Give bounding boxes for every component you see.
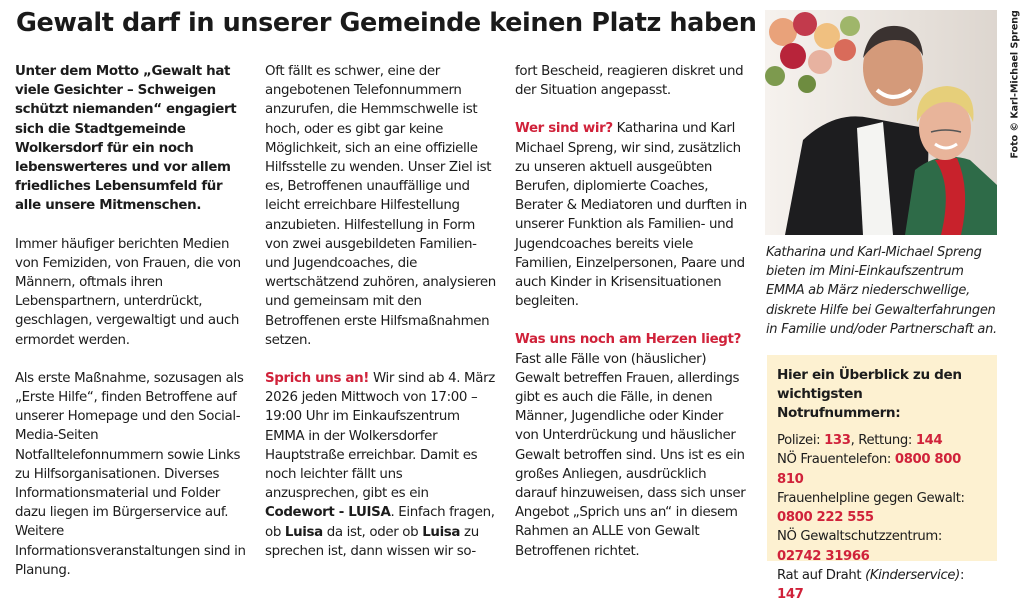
paragraph: fort Bescheid, reagieren diskret und der Situation angepasst. bbox=[515, 64, 744, 99]
luisa-name: Luisa bbox=[284, 524, 323, 540]
text-span: da ist, oder ob bbox=[322, 524, 423, 540]
label: NÖ Frauentelefon: bbox=[777, 452, 895, 468]
article-column-1 bbox=[15, 62, 247, 599]
subheading-sprich-uns-an: Sprich uns an! bbox=[265, 371, 370, 387]
emergency-numbers-box bbox=[767, 355, 997, 603]
text-span: zu sprechen ist, dann wissen wir so- bbox=[265, 524, 479, 559]
infobox-title: Hier ein Überblick zu den wichtigsten Notrufnummern: bbox=[777, 367, 962, 421]
lead-paragraph: Unter dem Motto „Gewalt hat viele Gesichter – Schweigen schützt niemanden“ engagiert sich die Stadtgemeinde Wolkersdorf für ein noch lebenswerteres und vor allem friedliches Lebensumfeld für alle unsere Mitmenschen. bbox=[15, 64, 237, 214]
codeword: Codewort - LUISA bbox=[265, 505, 391, 521]
text-span: Katharina und Karl Michael Spreng, wir sind, zusätzlich zu unseren aktuell ausgeübten Berufen, diplomierte Coaches, Berater & Mediatoren und durften in unserer Funktion als Familien- und Jugendcoaches bereits viele Familien, Einzelpersonen, Paare und auch Kinder in Krisensituationen begleiten. bbox=[515, 121, 747, 310]
police-number: 133 bbox=[824, 433, 851, 448]
photo-credit-text: Foto © Karl-Michael Spreng bbox=[1009, 10, 1021, 159]
subheading-wer-sind-wir: Wer sind wir? bbox=[515, 121, 613, 137]
protection-center-number: 02742 31966 bbox=[777, 548, 870, 564]
paragraph: Oft fällt es schwer, eine der angebotenen Telefonnummern anzurufen, die Hemmschwelle ist hoch, oder es gibt gar keine Möglichkeit, sich an eine offizielle Hilfsstelle zu wenden. Unser Ziel ist es, Betroffenen unauffällige und leicht erreichbare Hilfestellung anzubieten. Hilfestellung in Form von zwei ausgebildeten Familien- und Jugendcoaches, die wertschätzend zuhören, analysieren und gemeinsam mit den Betroffenen erste Hilfsmaßnahmen setzen. bbox=[265, 64, 496, 348]
label-italic: (Kinderservice) bbox=[865, 568, 960, 584]
luisa-name: Luisa bbox=[422, 524, 461, 540]
paragraph-herzen bbox=[515, 330, 747, 560]
label-protection-center: NÖ Gewaltschutzzentrum: bbox=[777, 529, 942, 545]
photo-caption: Katharina und Karl-Michael Spreng bieten im Mini-Einkaufszentrum EMMA ab März niederschwellige, diskrete Hilfe bei Gewalterfahrungen in Familie und/oder Partnerschaft an. bbox=[766, 245, 997, 337]
rat-auf-draht-number: 147 bbox=[777, 587, 804, 603]
photo-credit bbox=[1006, 12, 1020, 162]
article-column-3 bbox=[515, 62, 747, 561]
portrait-photo bbox=[765, 10, 997, 235]
article-column-2 bbox=[265, 62, 497, 580]
paragraph-wer-sind-wir bbox=[515, 119, 747, 311]
article-headline: Gewalt darf in unserer Gemeinde keinen Platz haben bbox=[16, 8, 757, 38]
portrait-illustration bbox=[765, 10, 997, 235]
rescue-number: 144 bbox=[915, 433, 943, 448]
text-span: Wir sind ab 4. März 2026 jeden Mittwoch von 17:00 – 19:00 Uhr im Einkaufszentrum EMMA in der Wolkersdorfer Hauptstraße erreichbar. Damit es noch leichter fällt uns anzusprechen, gibt es ein bbox=[265, 371, 495, 502]
line-rat-auf-draht bbox=[777, 566, 989, 605]
label: Polizei: bbox=[777, 433, 825, 448]
label-helpline: Frauenhelpline gegen Gewalt: bbox=[777, 490, 965, 506]
text-span: . Einfach fragen, ob bbox=[265, 505, 495, 540]
line-women-phone bbox=[777, 450, 989, 489]
paragraph-sprich-uns-an bbox=[265, 369, 497, 561]
subheading-herzen: Was uns noch am Herzen liegt? bbox=[515, 332, 742, 348]
text-span: Fast alle Fälle von (häuslicher) Gewalt betreffen Frauen, allerdings gibt es auch die Fälle, in denen Männer, Jugendliche oder Kinder von Unterdrückung und häuslicher Gewalt betroffen sind. Uns ist es ein großes Anliegen, ausdrücklich darauf hinzuweisen, dass sich unser Angebot „Sprich uns an“ in diesem Rahmen an ALLE von Gewalt Betroffenen richtet. bbox=[515, 351, 746, 559]
helpline-number: 0800 222 555 bbox=[777, 510, 874, 526]
label: , Rettung: bbox=[850, 433, 916, 448]
paragraph: Als erste Maßnahme, sozusagen als „Erste Hilfe“, finden Betroffene auf unserer Homepage und den Social-Media-Seiten Notfalltelefonnummern sowie Links zu Hilfsorganisationen. Diverses Informationsmaterial und Folder dazu liegen im Bürgerservice auf. Weitere Informationsveranstaltungen sind in Planung. bbox=[15, 370, 246, 578]
label: : bbox=[959, 568, 965, 584]
line-police-rescue bbox=[777, 431, 989, 450]
women-phone-number: 0800 800 810 bbox=[777, 452, 961, 487]
paragraph: Immer häufiger berichten Medien von Femiziden, von Frauen, die von Männern, oftmals ihren Lebenspartnern, unterdrückt, geschlagen, vergewaltigt und auch ermordet werden. bbox=[15, 236, 241, 348]
label: Rat auf Draht bbox=[777, 568, 866, 584]
